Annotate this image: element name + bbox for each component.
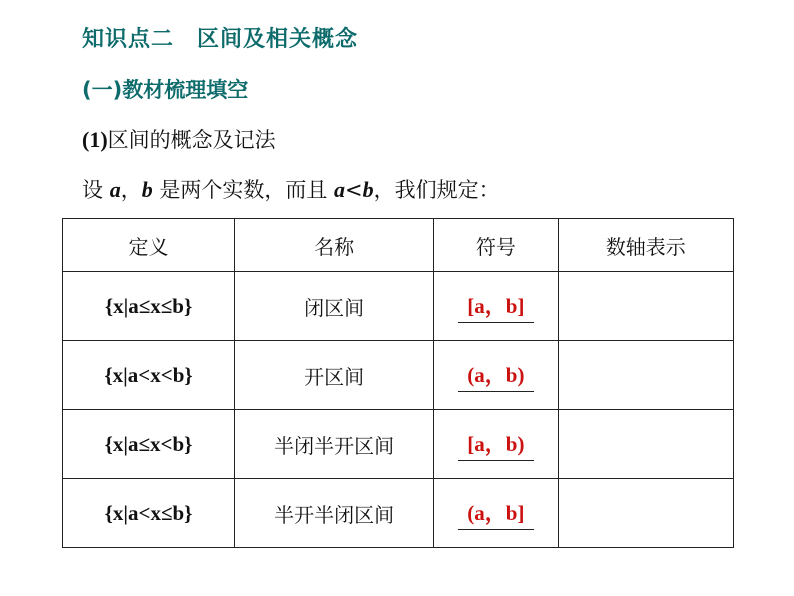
var-b: b [141, 177, 153, 202]
table-row [63, 272, 734, 341]
var-a: a [109, 177, 121, 202]
name-cell: 开区间 [235, 341, 434, 410]
definition-cell: {x|a≤x≤b} [63, 272, 235, 341]
definition-cell: {x|a≤x<b} [63, 410, 235, 479]
intro-text [82, 174, 500, 204]
section-heading: 知识点二 区间及相关概念 [82, 27, 359, 52]
header-axis: 数轴表示 [558, 219, 733, 272]
sub-heading: (一)教材梳理填空 [82, 78, 249, 102]
symbol-cell [434, 341, 558, 410]
symbol-answer: (a，b] [458, 497, 534, 530]
intro-suffix: ，我们规定： [373, 178, 500, 202]
section-number: (1) [82, 127, 108, 152]
section-title [82, 124, 276, 154]
section-title-text: 区间的概念及记法 [107, 128, 276, 152]
intro-prefix: 设 [82, 178, 110, 202]
axis-cell [558, 410, 733, 479]
definition-cell: {x|a<x≤b} [63, 479, 235, 548]
table-row [63, 479, 734, 548]
name-cell: 半开半闭区间 [235, 479, 434, 548]
ineq-lt: < [345, 178, 363, 202]
name-cell: 闭区间 [235, 272, 434, 341]
axis-cell [558, 341, 733, 410]
table-row [63, 341, 734, 410]
intro-comma: ， [120, 178, 142, 202]
ineq-a: a [334, 177, 346, 202]
name-cell: 半闭半开区间 [235, 410, 434, 479]
header-definition: 定义 [63, 219, 235, 272]
symbol-answer: (a，b) [458, 359, 534, 392]
table-row [63, 410, 734, 479]
symbol-answer: [a，b) [458, 428, 534, 461]
symbol-cell [434, 272, 558, 341]
header-name: 名称 [235, 219, 434, 272]
definition-cell: {x|a<x<b} [63, 341, 235, 410]
axis-cell [558, 479, 733, 548]
axis-cell [558, 272, 733, 341]
symbol-cell [434, 410, 558, 479]
symbol-answer: [a，b] [458, 290, 534, 323]
table-header-row [63, 219, 734, 272]
header-symbol: 符号 [434, 219, 558, 272]
ineq-b: b [362, 177, 374, 202]
intro-middle: 是两个实数，而且 [152, 178, 335, 202]
symbol-cell [434, 479, 558, 548]
interval-table [62, 218, 734, 548]
